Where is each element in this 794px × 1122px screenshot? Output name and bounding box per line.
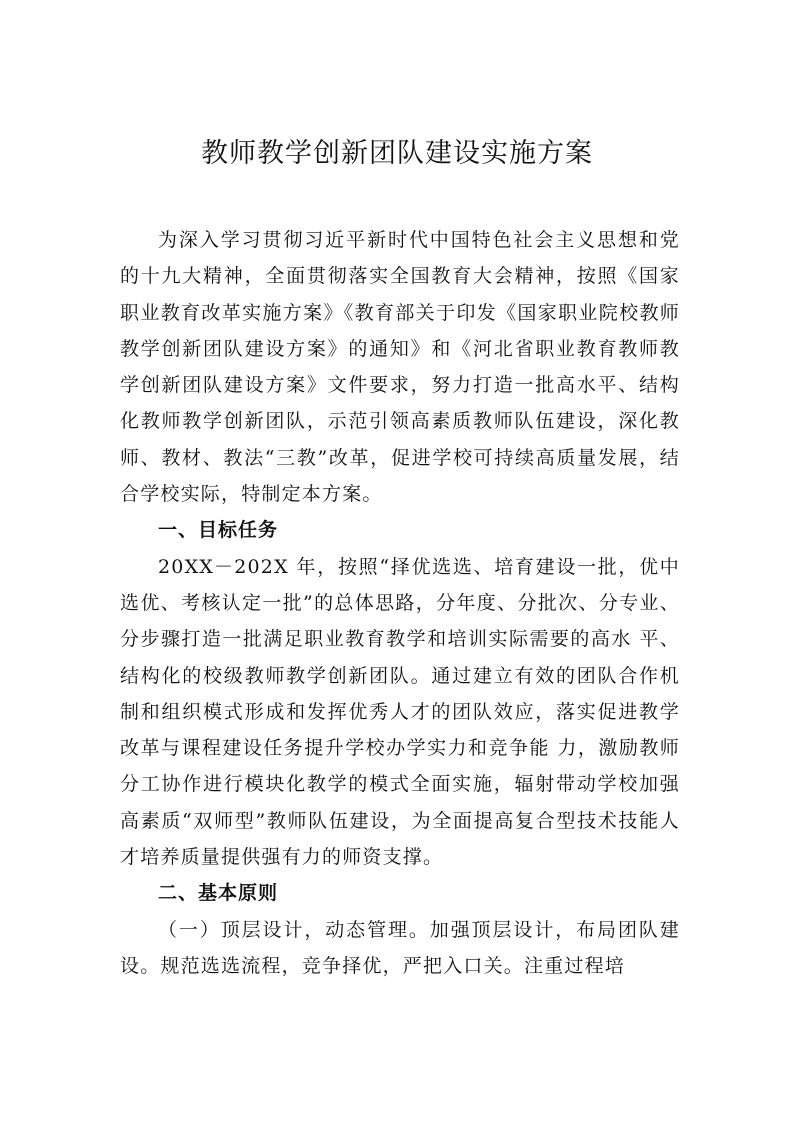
principle-1-paragraph: （一）顶层设计，动态管理。加强顶层设计，布局团队建设。规范选选流程，竞争择优，严把入口关。注重过程培 (120, 918, 680, 977)
section-heading-principles: 二、基本原则 (158, 882, 279, 905)
section-heading-goals: 一、目标任务 (158, 519, 279, 542)
document-title: 教师教学创新团队建设实施方案 (201, 138, 593, 169)
goals-paragraph: 20XX－202X 年，按照“择优选选、培育建设一批，优中选优、考核认定一批”的总体思路，分年度、分批次、分专业、分步骤打造一批满足职业教育教学和培训实际需要的高水 平、结构化的校级教师教学创新团队。通过建立有效的团队合作机制和组织模式形成和发挥优秀人才的团队效应，落实促进教学改革与课程建设任务提升学校办学实力和竞争能 力，激励教师分工协作进行模块化教学的模式全面实施，辐射带动学校加强高素质“双师型”教师队伍建设，为全面提高复合型技术技能人才培养质量提供强有力的师资支撑。 (120, 555, 680, 869)
intro-paragraph: 为深入学习贯彻习近平新时代中国特色社会主义思想和党的十九大精神，全面贯彻落实全国教育大会精神，按照《国家职业教育改革实施方案》《教育部关于印发《国家职业院校教师教学创新团队建设方案》的通知》和《河北省职业教育教师教学创新团队建设方案》文件要求，努力打造一批高水平、结构化教师教学创新团队，示范引领高素质教师队伍建设，深化教师、教材、教法“三教”改革，促进学校可持续高质量发展，结合学校实际，特制定本方案。 (120, 229, 680, 506)
document-body (120, 222, 680, 984)
